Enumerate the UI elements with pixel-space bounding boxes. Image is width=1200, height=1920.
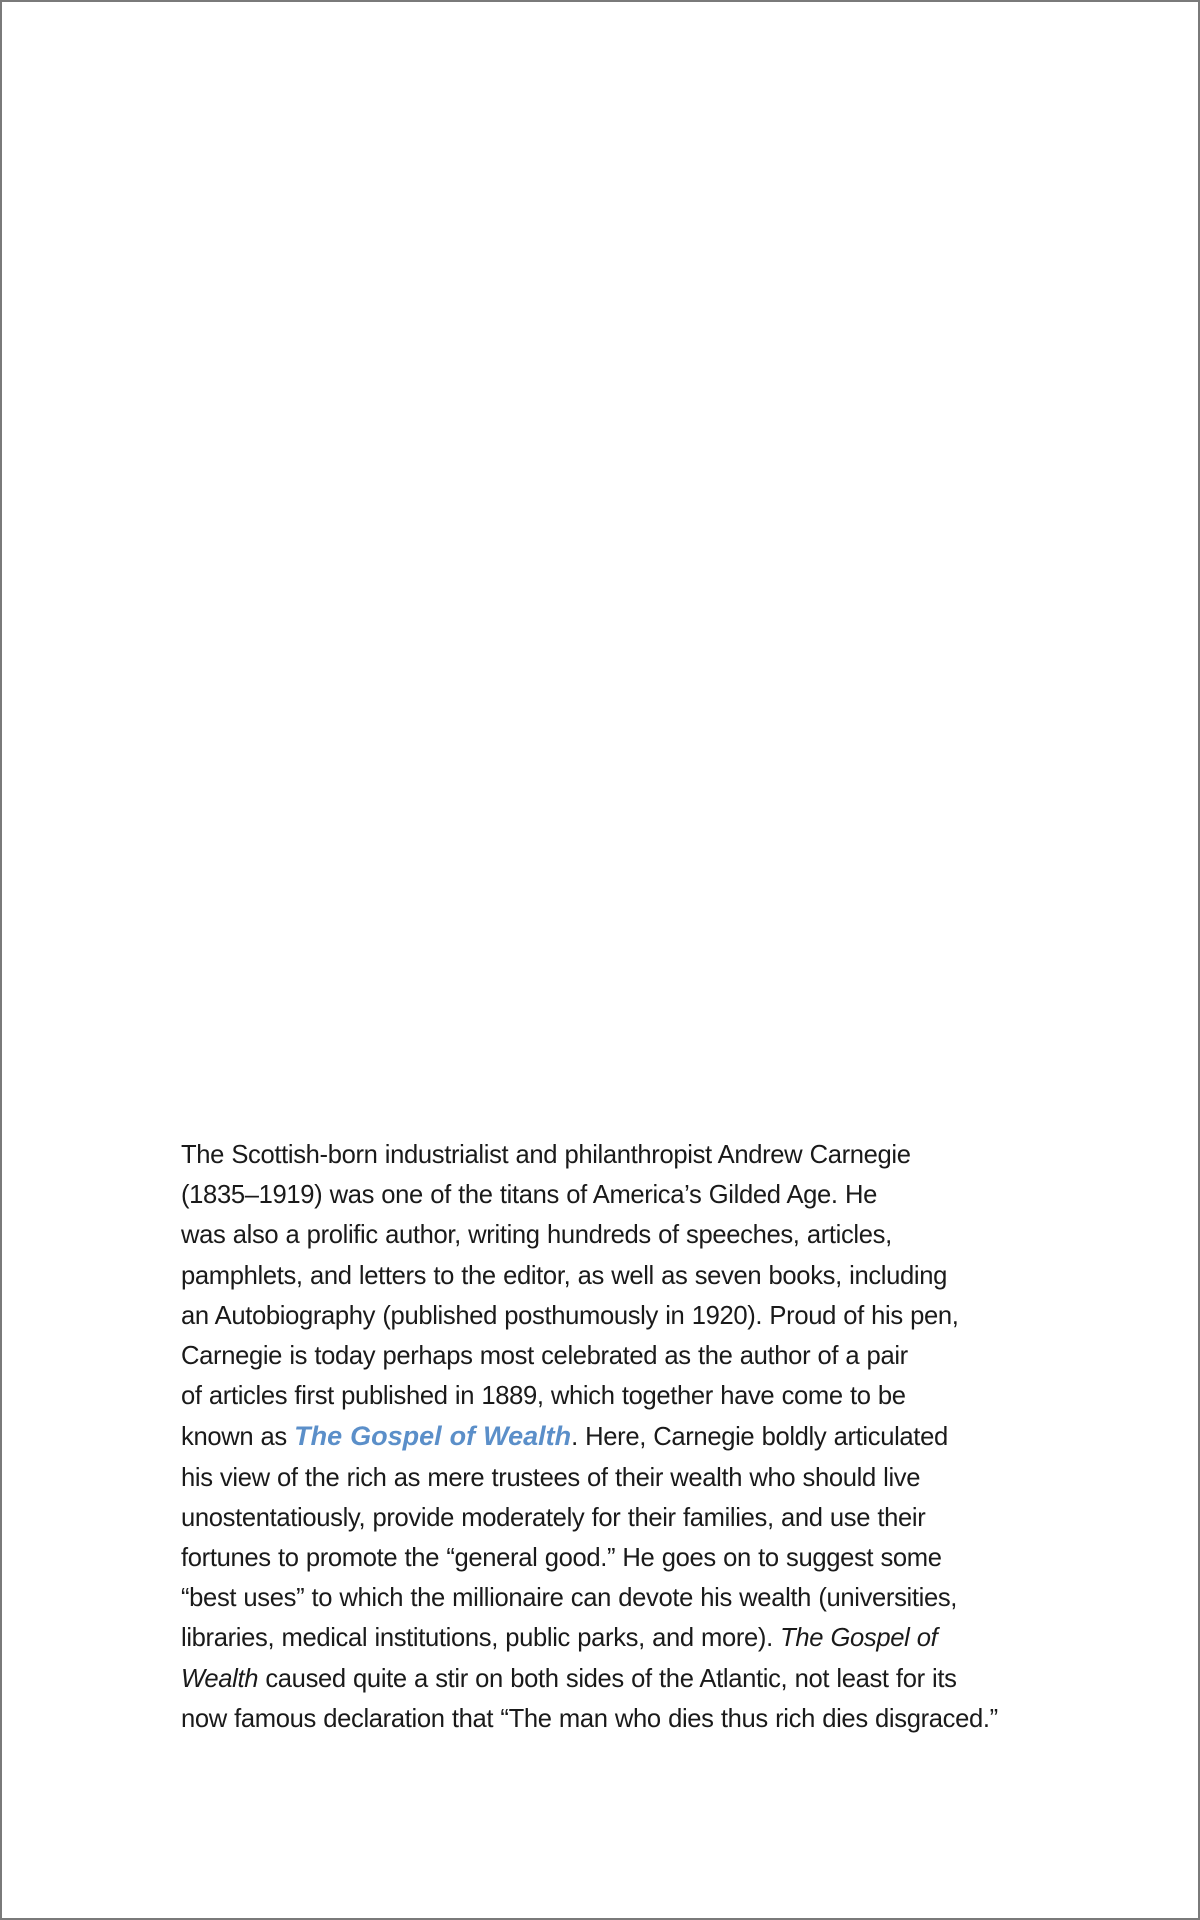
paragraph-line-3: was also a prolific author, writing hundreds of speeches, articles, <box>181 1221 892 1250</box>
intro-paragraph <box>181 1135 1101 1739</box>
paragraph-line-10: unostentatiously, provide moderately for their families, and use their <box>181 1503 926 1532</box>
paragraph-line-9: his view of the rich as mere trustees of their wealth who should live <box>181 1463 921 1492</box>
paragraph-line-13 <box>181 1618 1101 1658</box>
line-13-lead-text: libraries, medical institutions, public parks, and more). <box>181 1624 781 1653</box>
paragraph-line-8 <box>181 1416 1101 1457</box>
paragraph-line-14 <box>181 1659 1101 1699</box>
paragraph-line-7: of articles first published in 1889, which together have come to be <box>181 1382 906 1411</box>
paragraph-line-5: an Autobiography (published posthumously in 1920). Proud of his pen, <box>181 1301 959 1330</box>
paragraph-line-11: fortunes to promote the “general good.” He goes on to suggest some <box>181 1544 942 1573</box>
line-8-lead-text: known as <box>181 1423 295 1452</box>
line-8-tail-text: . Here, Carnegie boldly articulated <box>571 1423 948 1452</box>
book-title-italic-part-2: Wealth <box>181 1664 259 1693</box>
line-14-tail-text: caused quite a stir on both sides of the Atlantic, not least for its <box>258 1664 957 1693</box>
book-title-italic-part-1: The Gospel of <box>780 1624 938 1653</box>
paragraph-line-1: The Scottish-born industrialist and philanthropist Andrew Carnegie <box>181 1141 911 1169</box>
gospel-of-wealth-link[interactable]: The Gospel of Wealth <box>294 1421 572 1452</box>
paragraph-line-2: (1835–1919) was one of the titans of America’s Gilded Age. He <box>181 1181 877 1210</box>
paragraph-line-12: “best uses” to which the millionaire can devote his wealth (universities, <box>181 1584 958 1613</box>
paragraph-line-15: now famous declaration that “The man who dies thus rich dies disgraced.” <box>181 1704 998 1733</box>
paragraph-line-6: Carnegie is today perhaps most celebrated as the author of a pair <box>181 1342 908 1371</box>
paragraph-line-4: pamphlets, and letters to the editor, as well as seven books, including <box>181 1261 947 1290</box>
